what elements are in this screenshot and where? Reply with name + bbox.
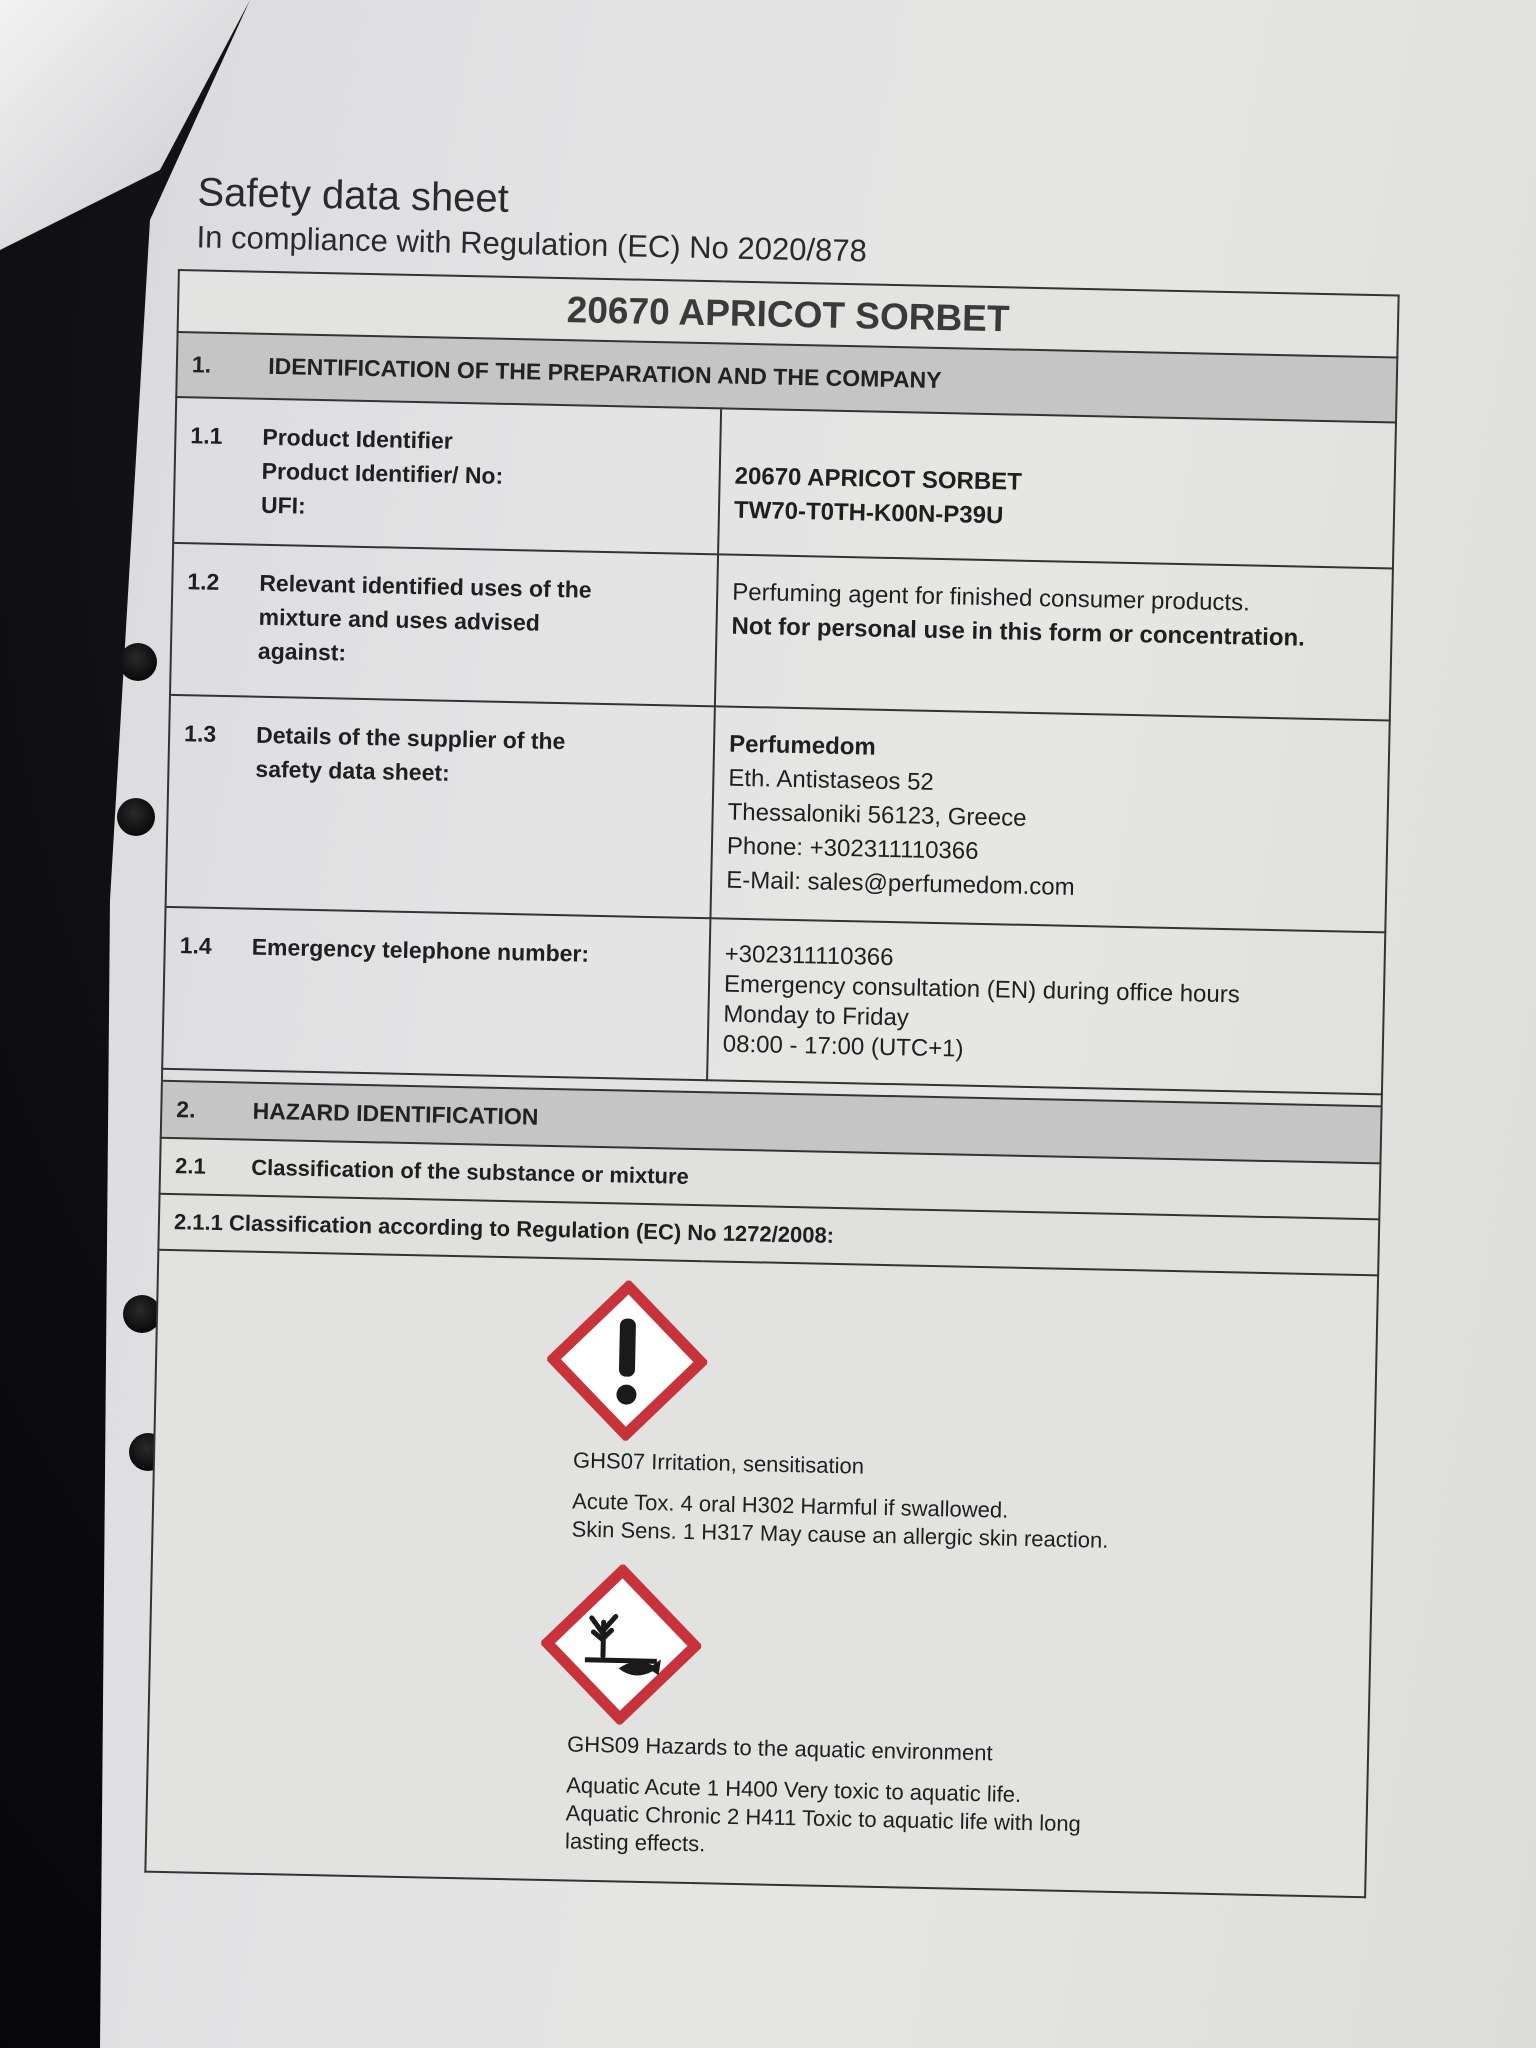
row-number: 1.1: [190, 422, 223, 449]
emergency-hours: 08:00 - 17:00 (UTC+1): [722, 1030, 964, 1063]
punch-hole: [119, 643, 157, 681]
row-1-3: [166, 695, 1390, 933]
row-label: Product Identifier: [262, 423, 454, 454]
ufi-value: TW70-T0TH-K00N-P39U: [733, 496, 1004, 530]
hazard-statement: Aquatic Acute 1 H400 Very toxic to aquatic life.: [566, 1772, 1022, 1807]
hazard-statement: Skin Sens. 1 H317 May cause an allergic skin reaction.: [571, 1516, 1109, 1553]
hazard-title: GHS09 Hazards to the aquatic environment: [566, 1731, 993, 1766]
subsection-number: 2.1.1: [173, 1209, 224, 1236]
exclamation-mark-icon: [546, 1279, 769, 1444]
identified-use-value: Perfuming agent for finished consumer products.: [731, 578, 1251, 617]
section-number: 2.: [176, 1096, 196, 1123]
subsection-number: 2.1: [174, 1153, 206, 1179]
row-1-1: [173, 397, 1396, 569]
safety-data-sheet: [144, 170, 1419, 1899]
hazard-pictograms-row: [145, 1250, 1378, 1897]
emergency-days: Monday to Friday: [723, 1000, 910, 1032]
emergency-phone: +302311110366: [724, 940, 894, 972]
row-1-4: [162, 907, 1385, 1095]
row-label: Details of the supplier of the safety data sheet:: [255, 721, 566, 786]
row-label: Emergency telephone number:: [251, 933, 590, 967]
use-advised-against-value: Not for personal use in this form or concentration.: [731, 612, 1306, 652]
section-title: HAZARD IDENTIFICATION: [252, 1097, 539, 1130]
row-1-2: [170, 543, 1393, 721]
row-number: 1.2: [187, 568, 220, 595]
row-label: Product Identifier/ No:: [261, 457, 504, 489]
row-label: UFI:: [260, 491, 306, 519]
row-number: 1.4: [179, 932, 213, 959]
environment-icon: [540, 1563, 763, 1728]
subsection-title: Classification of the substance or mixture: [250, 1154, 690, 1189]
hazard-statement: Aquatic Chronic 2 H411 Toxic to aquatic life with long lasting effects.: [564, 1800, 1082, 1857]
punch-hole: [117, 798, 155, 836]
row-number: 1.3: [183, 720, 217, 747]
subsection-title: Classification according to Regulation (EC) No 1272/2008:: [228, 1210, 835, 1248]
emergency-consultation: Emergency consultation (EN) during office hours: [723, 970, 1241, 1009]
product-name: 20670 APRICOT SORBET: [178, 270, 1399, 358]
section-title: IDENTIFICATION OF THE PREPARATION AND THE COMPANY: [268, 352, 942, 393]
document-subtitle: In compliance with Regulation (EC) No 2020/878: [196, 219, 868, 269]
document-title: Safety data sheet: [197, 170, 510, 221]
row-label: Relevant identified uses of the mixture and uses advised against:: [257, 569, 592, 666]
supplier-email: E-Mail: sales@perfumedom.com: [725, 866, 1075, 901]
hazard-title: GHS07 Irritation, sensitisation: [572, 1447, 865, 1479]
supplier-phone: Phone: +302311110366: [726, 832, 979, 865]
hazard-statement: Acute Tox. 4 oral H302 Harmful if swallowed.: [571, 1488, 1009, 1523]
supplier-city: Thessaloniki 56123, Greece: [727, 798, 1027, 832]
supplier-name: Perfumedom: [728, 730, 877, 761]
section-number: 1.: [191, 351, 212, 378]
supplier-street: Eth. Antistaseos 52: [728, 764, 935, 796]
sds-table: [144, 269, 1399, 1898]
product-identifier-value: 20670 APRICOT SORBET: [734, 462, 1023, 496]
